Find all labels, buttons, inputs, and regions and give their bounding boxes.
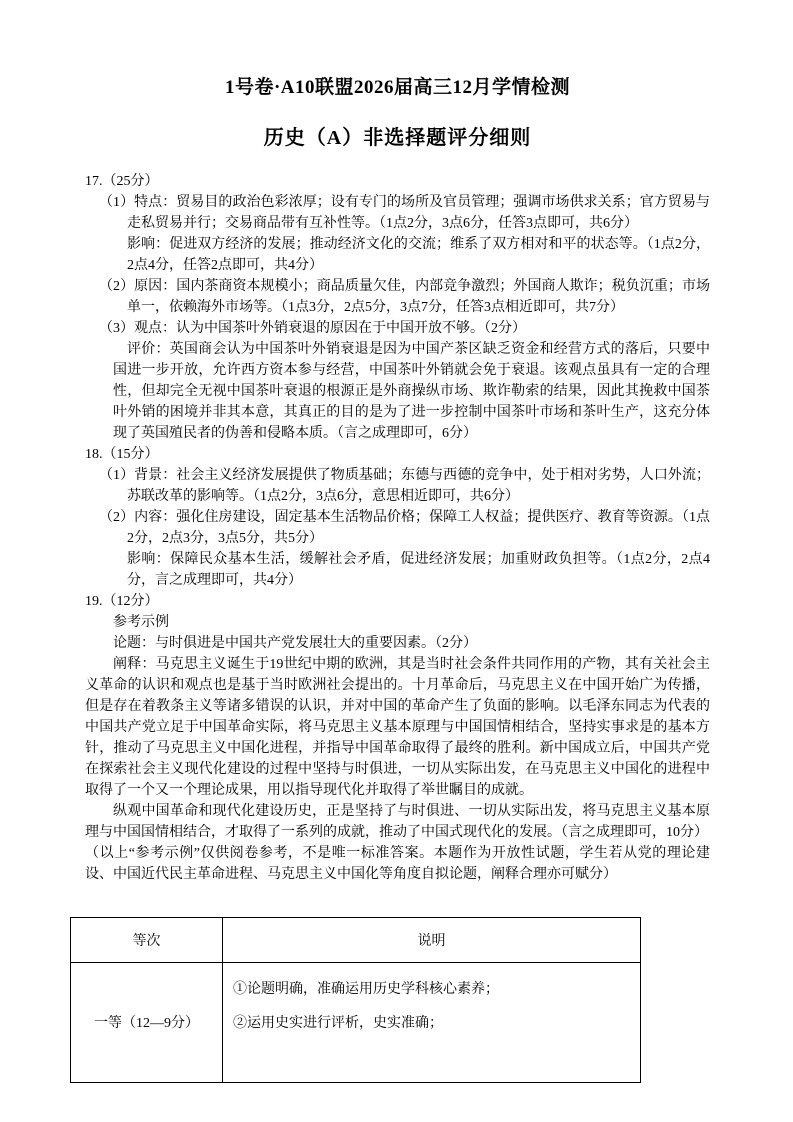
rubric-grade1-label: 一等（12—9分）	[71, 962, 223, 1082]
q19-heading: 19.（12分）	[85, 593, 159, 609]
q19-example-label: 参考示例	[113, 614, 169, 630]
q18-heading: 18.（15分）	[85, 446, 159, 462]
q19-topic: 论题：与时俱进是中国共产党发展壮大的重要因素。（2分）	[113, 635, 477, 651]
rubric-header-desc: 说明	[223, 917, 641, 962]
q18-point2: （2）内容：强化住房建设，固定基本生活物品价格；保障工人权益；提供医疗、教育等资源。（1点2分，2点3分，3点5分，共5分）	[99, 509, 710, 546]
rubric-grade1-criterion-1: ①论题明确，准确运用历史学科核心素养；	[233, 981, 499, 997]
q19-grading-note: （以上“参考示例”仅供阅卷参考，不是唯一标准答案。本题作为开放性试题，学生若从党的理论建设、中国近代民主革命进程、马克思主义中国化等角度自拟论题，阐释合理亦可赋分）	[85, 845, 710, 882]
q17-point1-impact: 影响：促进双方经济的发展；推动经济文化的交流；维系了双方相对和平的状态等。（1点2分，2点4分，任答2点即可，共4分）	[127, 236, 710, 273]
q19-explanation: 阐释：马克思主义诞生于19世纪中期的欧洲，其是当时社会条件共同作用的产物，其有关社会主义革命的认识和观点也是基于当时欧洲社会提出的。十月革命后，马克思主义在中国开始广为传播，但是存在着教条主义等诸多错误的认识，并对中国的革命产生了负面的影响。以毛泽东同志为代表的中国共产党立足于中国革命实际，将马克思主义基本原理与中国国情相结合，坚持实事求是的基本方针，推动了马克思主义中国化进程，并指导中国革命取得了最终的胜利。新中国成立后，中国共产党在探索社会主义现代化建设的过程中坚持与时俱进，一切从实际出发，在马克思主义中国化的进程中取得了一个又一个理论成果，用以指导现代化并取得了举世瞩目的成就。	[85, 656, 710, 798]
rubric-grade1-criterion-2: ②运用史实进行评析，史实准确；	[233, 1015, 443, 1031]
q19-summary: 纵观中国革命和现代化建设历史，正是坚持了与时俱进、一切从实际出发，将马克思主义基本原理与中国国情相结合，才取得了一系列的成就，推动了中国式现代化的发展。（言之成理即可，10分）	[85, 803, 710, 840]
q17-point3: （3）观点：认为中国茶叶外销衰退的原因在于中国开放不够。（2分）	[99, 320, 526, 336]
q17-heading: 17.（25分）	[85, 173, 159, 189]
rubric-header-row	[71, 917, 641, 962]
rubric-grade1-description	[223, 962, 641, 1082]
q17-point3-evaluation: 评价：英国商会认为中国茶叶外销衰退是因为中国产茶区缺乏资金和经营方式的落后，只要中国进一步开放，允许西方资本参与经营，中国茶叶外销就会免于衰退。该观点虽具有一定的合理性，但却完全无视中国茶叶衰退的根源正是外商操纵市场、欺诈勒索的结果，因此其挽救中国茶叶外销的困境并非其本意，其真正的目的是为了进一步控制中国茶叶市场和茶叶生产，这充分体现了英国殖民者的伪善和侵略本质。（言之成理即可，6分）	[113, 341, 710, 441]
rubric-row-grade1	[71, 962, 641, 1082]
q18-point2-impact: 影响：保障民众基本生活，缓解社会矛盾，促进经济发展；加重财政负担等。（1点2分，2点4分，言之成理即可，共4分）	[127, 551, 710, 588]
doc-title: 1号卷·A10联盟2026届高三12月学情检测	[224, 77, 571, 98]
rubric-table	[70, 917, 641, 1083]
answer-body	[85, 171, 710, 885]
doc-subtitle: 历史（A）非选择题评分细则	[263, 126, 532, 149]
q17-point2: （2）原因：国内茶商资本规模小；商品质量欠佳，内部竞争激烈；外国商人欺诈；税负沉重；市场单一，依赖海外市场等。（1点3分，2点5分，3点7分，任答3点相近即可，共7分）	[99, 278, 710, 315]
q18-point1: （1）背景：社会主义经济发展提供了物质基础；东德与西德的竞争中，处于相对劣势，人口外流；苏联改革的影响等。（1点2分，3点6分，意思相近即可，共6分）	[99, 467, 710, 504]
q17-point1: （1）特点：贸易目的政治色彩浓厚；设有专门的场所及官员管理；强调市场供求关系；官方贸易与走私贸易并行；交易商品带有互补性等。（1点2分，3点6分，任答3点即可，共6分）	[99, 194, 710, 231]
rubric-header-grade: 等次	[71, 917, 223, 962]
